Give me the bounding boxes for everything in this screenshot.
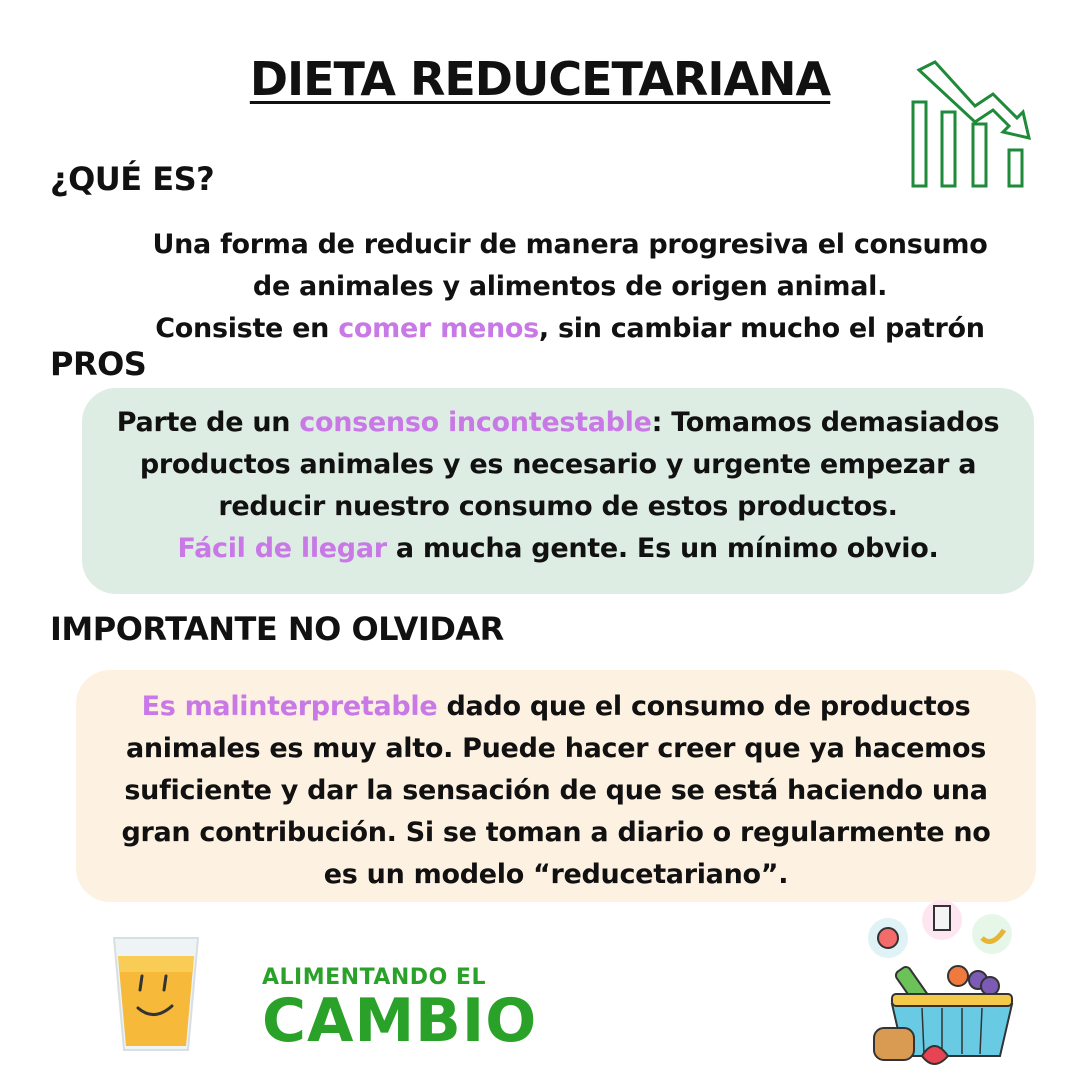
highlight-comer-menos: comer menos: [338, 313, 539, 344]
pros-line-2: productos animales y es necesario y urgente empezar a: [139, 449, 977, 480]
highlight-facil: Fácil de llegar: [177, 533, 387, 564]
brand-logo: [262, 965, 537, 1056]
que-es-line-2: de animales y alimentos de origen animal.: [252, 271, 888, 302]
pros-line-1: Parte de un consenso incontestable: Tomamos demasiados: [116, 407, 1000, 438]
que-es-line-1: Una forma de reducir de manera progresiva el consumo: [152, 229, 988, 260]
importante-line-3: suficiente y dar la sensación de que se está haciendo una: [124, 775, 988, 806]
juice-glass-icon: [108, 932, 204, 1056]
importante-paragraph: [76, 686, 1036, 896]
pros-paragraph: [82, 402, 1034, 570]
decreasing-chart-icon: [905, 60, 1040, 195]
pros-line-3: reducir nuestro consumo de estos productos.: [218, 491, 898, 522]
que-es-line-3: Consiste en comer menos, sin cambiar mucho el patrón: [155, 313, 985, 344]
importante-line-2: animales es muy alto. Puede hacer creer que ya hacemos: [125, 733, 987, 764]
pros-line-4: Fácil de llegar a mucha gente. Es un mínimo obvio.: [177, 533, 939, 564]
highlight-malinterpretable: Es malinterpretable: [141, 691, 438, 722]
section-heading-pros: PROS: [50, 345, 147, 383]
section-heading-importante: IMPORTANTE NO OLVIDAR: [50, 610, 504, 648]
page-title-text: DIETA REDUCETARIANA: [249, 52, 831, 106]
highlight-consenso: consenso incontestable: [299, 407, 652, 438]
que-es-paragraph: [100, 224, 1040, 350]
importante-line-1: Es malinterpretable dado que el consumo de productos: [141, 691, 971, 722]
grocery-basket-icon: [862, 896, 1032, 1076]
importante-line-4: gran contribución. Si se toman a diario o regularmente no: [121, 817, 991, 848]
brand-logo-bottom: CAMBIO: [262, 986, 538, 1056]
brand-logo-top: ALIMENTANDO EL: [262, 965, 486, 990]
section-heading-que-es: ¿QUÉ ES?: [50, 160, 215, 198]
importante-line-5: es un modelo “reducetariano”.: [323, 859, 789, 890]
